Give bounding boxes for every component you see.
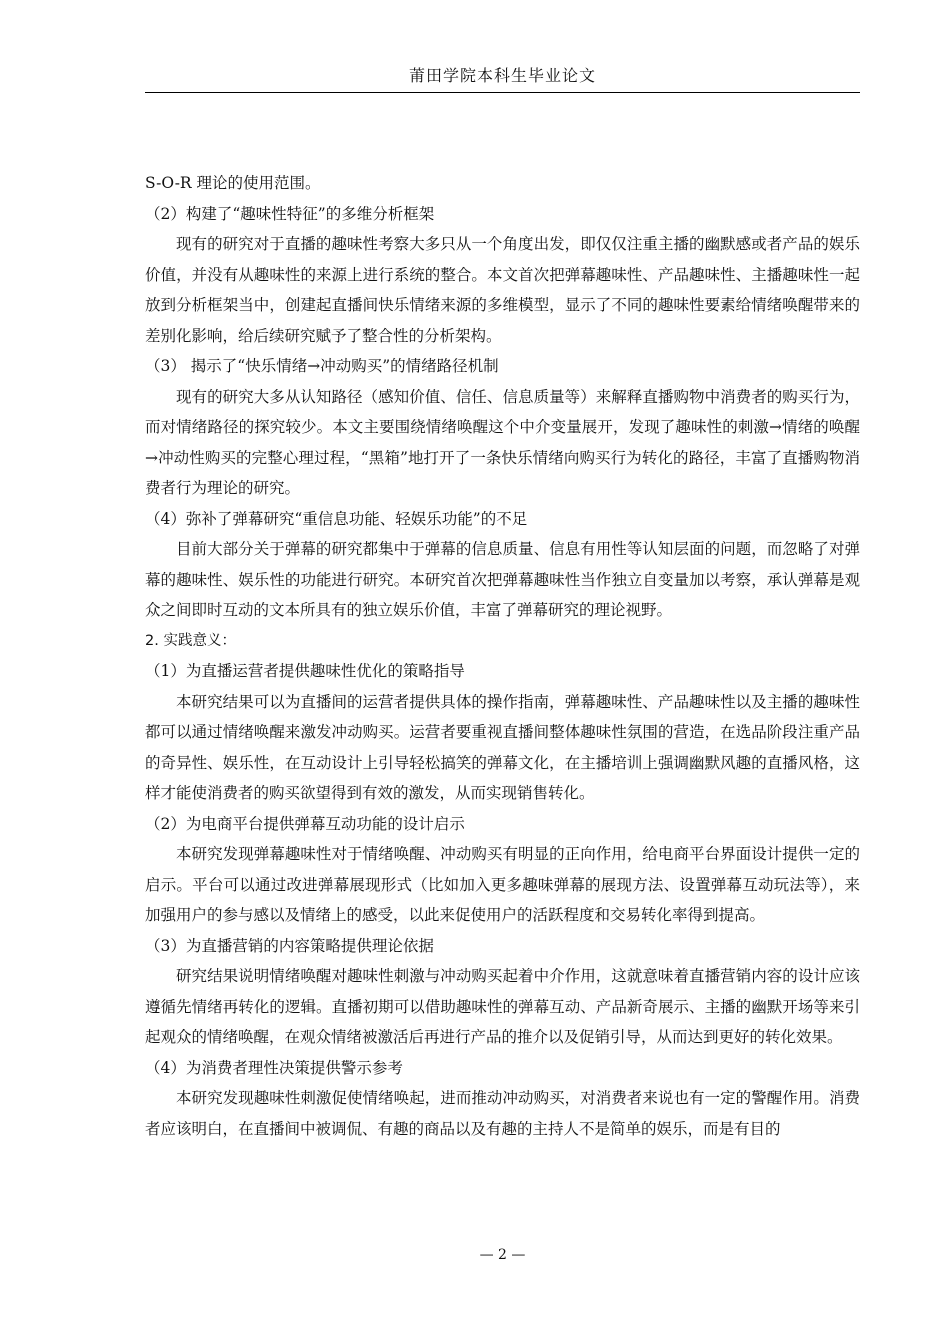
- subheading: （3）为直播营销的内容策略提供理论依据: [145, 936, 434, 955]
- document-body: [145, 168, 860, 1144]
- subheading: （2）为电商平台提供弹幕互动功能的设计启示: [145, 814, 465, 833]
- subheading: （4）弥补了弹幕研究“重信息功能、轻娱乐功能”的不足: [145, 509, 528, 528]
- section-heading: 2. 实践意义：: [145, 632, 236, 649]
- body-paragraph: S-O-R 理论的使用范围。: [145, 174, 321, 192]
- body-paragraph: 本研究发现弹幕趣味性对于情绪唤醒、冲动购买有明显的正向作用，给电商平台界面设计提供一定的启示。平台可以通过改进弹幕展现形式（比如加入更多趣味弹幕的展现方法、设置弹幕互动玩法等），来加强用户的参与感以及情绪上的感受，以此来促使用户的活跃程度和交易转化率得到提高。: [145, 845, 860, 924]
- body-paragraph: 研究结果说明情绪唤醒对趣味性刺激与冲动购买起着中介作用，这就意味着直播营销内容的设计应该遵循先情绪再转化的逻辑。直播初期可以借助趣味性的弹幕互动、产品新奇展示、主播的幽默开场等来引起观众的情绪唤醒，在观众情绪被激活后再进行产品的推介以及促销引导，从而达到更好的转化效果。: [145, 967, 860, 1046]
- page-number: — 2 —: [479, 1247, 526, 1263]
- subheading: （2）构建了“趣味性特征”的多维分析框架: [145, 204, 435, 223]
- page-header-title: 莆田学院本科生毕业论文: [408, 66, 596, 85]
- body-paragraph: 本研究发现趣味性刺激促使情绪唤起，进而推动冲动购买，对消费者来说也有一定的警醒作用。消费者应该明白，在直播间中被调侃、有趣的商品以及有趣的主持人不是简单的娱乐，而是有目的: [145, 1089, 860, 1138]
- subheading: （3） 揭示了“快乐情绪→冲动购买”的情绪路径机制: [145, 357, 499, 375]
- subheading: （4）为消费者理性决策提供警示参考: [145, 1058, 403, 1077]
- body-paragraph: 目前大部分关于弹幕的研究都集中于弹幕的信息质量、信息有用性等认知层面的问题，而忽略了对弹幕的趣味性、娱乐性的功能进行研究。本研究首次把弹幕趣味性当作独立自变量加以考察，承认弹幕是观众之间即时互动的文本所具有的独立娱乐价值，丰富了弹幕研究的理论视野。: [145, 540, 860, 619]
- body-paragraph: 现有的研究大多从认知路径（感知价值、信任、信息质量等）来解释直播购物中消费者的购买行为，而对情绪路径的探究较少。本文主要围绕情绪唤醒这个中介变量展开，发现了趣味性的刺激→情绪的唤醒→冲动性购买的完整心理过程，“黑箱”地打开了一条快乐情绪向购买行为转化的路径，丰富了直播购物消费者行为理论的研究。: [145, 387, 860, 497]
- body-paragraph: 本研究结果可以为直播间的运营者提供具体的操作指南，弹幕趣味性、产品趣味性以及主播的趣味性都可以通过情绪唤醒来激发冲动购买。运营者要重视直播间整体趣味性氛围的营造，在选品阶段注重产品的奇异性、娱乐性，在互动设计上引导轻松搞笑的弹幕文化，在主播培训上强调幽默风趣的直播风格，这样才能使消费者的购买欲望得到有效的激发，从而实现销售转化。: [145, 692, 860, 802]
- header-divider: [145, 92, 860, 93]
- body-paragraph: 现有的研究对于直播的趣味性考察大多只从一个角度出发，即仅仅注重主播的幽默感或者产品的娱乐价值，并没有从趣味性的来源上进行系统的整合。本文首次把弹幕趣味性、产品趣味性、主播趣味性一起放到分析框架当中，创建起直播间快乐情绪来源的多维模型，显示了不同的趣味性要素给情绪唤醒带来的差别化影响，给后续研究赋予了整合性的分析架构。: [145, 235, 860, 345]
- subheading: （1）为直播运营者提供趣味性优化的策略指导: [145, 662, 465, 680]
